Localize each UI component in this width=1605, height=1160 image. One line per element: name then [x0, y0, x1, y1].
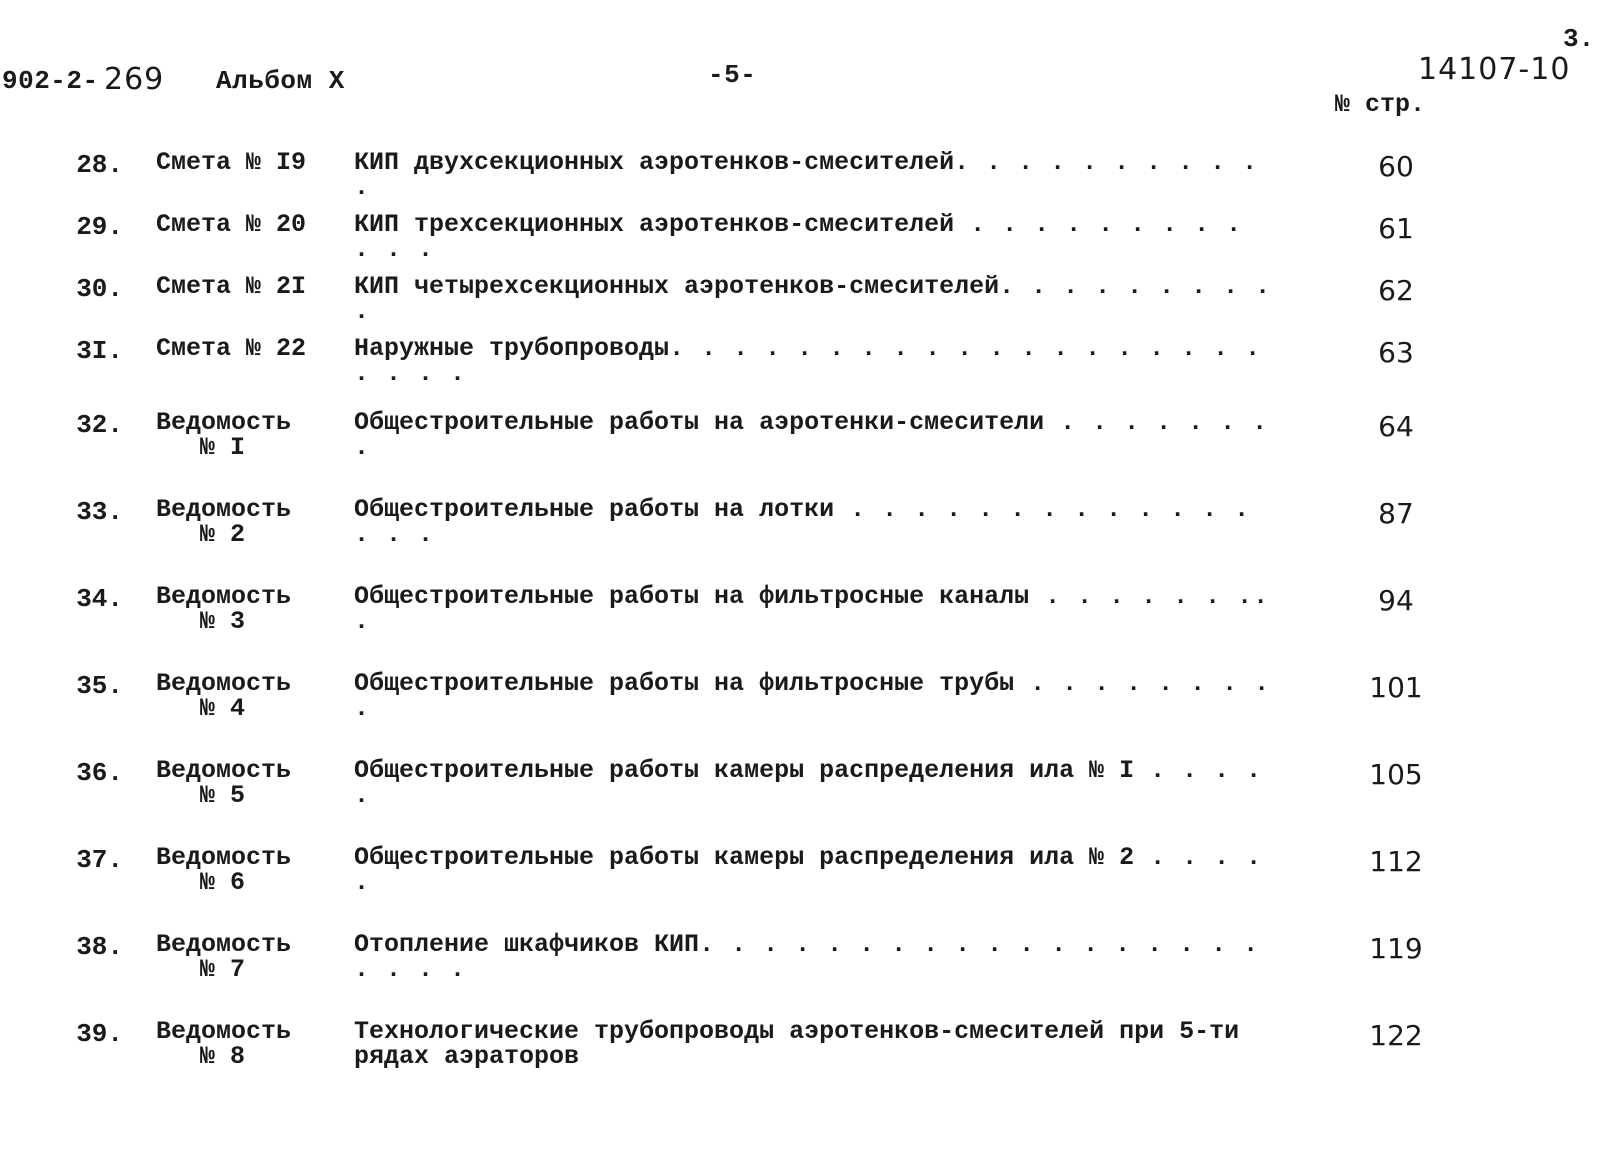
corner-mark: 3. [1563, 24, 1595, 54]
item-number: 39. [76, 1019, 123, 1049]
item-title: Наружные трубопроводы. . . . . . . . . . . . . . . . . . . . . . . [354, 334, 1262, 388]
document-number: № 3 [200, 607, 246, 636]
document-number: № 8 [200, 1042, 246, 1071]
leader-dots: . . . . . . . . . . [354, 272, 1272, 326]
leader-dots: . . . . . . . . [354, 408, 1269, 462]
leader-dots: . . . . . . . . . . . [354, 148, 1259, 202]
page-ref: 101 [1369, 671, 1423, 704]
item-title: КИП трехсекционных аэротенков-смесителей . . . . . . . . . . . . [354, 210, 1243, 264]
document-number: № 5 [200, 781, 246, 810]
item-number: 37. [76, 845, 123, 875]
leader-dots: . . . . . [354, 843, 1263, 897]
document-type: Ведомость № I [156, 408, 292, 462]
document-number: № 6 [200, 868, 246, 897]
pages-column-label: № стр. [1335, 90, 1426, 119]
document-code-number: 269 [104, 62, 165, 97]
leader-dots: . . . . . . . . . . . . . . . . [354, 495, 1251, 549]
list-item [0, 671, 1605, 731]
document-type: Ведомость № 4 [156, 669, 292, 723]
list-item [0, 336, 1605, 396]
page-ref: 63 [1378, 336, 1414, 369]
document-number: № I [200, 433, 246, 462]
list-item [0, 584, 1605, 644]
item-number: 35. [76, 671, 123, 701]
item-title: Общестроительные работы на аэротенки-смесители . . . . . . . . [354, 408, 1269, 462]
document-type: Смета № 2I [156, 272, 307, 301]
item-title: Общестроительные работы на фильтросные трубы . . . . . . . . . [354, 669, 1271, 723]
document-number: № 4 [200, 694, 246, 723]
archive-number: 14107-10 [1418, 52, 1571, 87]
list-item [0, 212, 1605, 272]
list-item [0, 274, 1605, 334]
item-title: Технологические трубопроводы аэротенков-смесителей при 5-ти рядах аэраторов [354, 1017, 1240, 1071]
leader-dots: . . . . . . . . . . . . [354, 210, 1243, 264]
item-number: 30. [76, 274, 123, 304]
document-type: Ведомость № 6 [156, 843, 292, 897]
page-ref: 87 [1378, 497, 1414, 530]
leader-dots: . . . . . [354, 756, 1263, 810]
document-type: Ведомость № 3 [156, 582, 292, 636]
document-code-prefix: 902-2- [2, 66, 99, 96]
document-type: Смета № 20 [156, 210, 307, 239]
page-ref: 105 [1369, 758, 1423, 791]
item-title: Отопление шкафчиков КИП. . . . . . . . . . . . . . . . . . . . . . [354, 930, 1260, 984]
document-number: № 2 [200, 520, 246, 549]
item-number: 32. [76, 410, 123, 440]
page-ref: 112 [1369, 845, 1423, 878]
item-number: 29. [76, 212, 123, 242]
leader-dots: . . . . . . . . . . . . . . . . . . . . . . . [354, 334, 1262, 388]
list-item [0, 845, 1605, 905]
page-ref: 64 [1378, 410, 1414, 443]
leader-dots: . . . . . . .. . [354, 582, 1270, 636]
list-item [0, 497, 1605, 557]
item-number: 36. [76, 758, 123, 788]
document-type: Ведомость № 7 [156, 930, 292, 984]
document-type: Ведомость № 5 [156, 756, 292, 810]
page-ref: 119 [1369, 932, 1423, 965]
page-ref: 122 [1369, 1019, 1423, 1052]
list-item [0, 1019, 1605, 1079]
item-number: 3I. [76, 336, 123, 366]
item-title: КИП двухсекционных аэротенков-смесителей. . . . . . . . . . . [354, 148, 1259, 202]
list-item [0, 758, 1605, 818]
item-title: Общестроительные работы камеры распределения ила № I . . . . . [354, 756, 1263, 810]
page-ref: 94 [1378, 584, 1414, 617]
item-number: 28. [76, 150, 123, 180]
page-ref: 62 [1378, 274, 1414, 307]
page-number: -5- [708, 60, 757, 90]
document-type: Смета № 22 [156, 334, 307, 363]
list-item [0, 410, 1605, 470]
item-title: Общестроительные работы на фильтросные каналы . . . . . . .. . [354, 582, 1270, 636]
document-type: Ведомость № 8 [156, 1017, 292, 1071]
album-label: Альбом X [216, 66, 345, 96]
document-type: Смета № I9 [156, 148, 307, 177]
item-number: 33. [76, 497, 123, 527]
item-title: КИП четырехсекционных аэротенков-смесителей. . . . . . . . . . [354, 272, 1272, 326]
leader-dots: . . . . . . . . . [354, 669, 1271, 723]
item-number: 38. [76, 932, 123, 962]
document-number: № 7 [200, 955, 246, 984]
item-title: Общестроительные работы камеры распределения ила № 2 . . . . . [354, 843, 1263, 897]
document-type: Ведомость № 2 [156, 495, 292, 549]
item-number: 34. [76, 584, 123, 614]
leader-dots: . . . . . . . . . . . . . . . . . . . . . . [354, 930, 1260, 984]
list-item [0, 932, 1605, 992]
item-title: Общестроительные работы на лотки . . . . . . . . . . . . . . . . [354, 495, 1251, 549]
page-ref: 61 [1378, 212, 1414, 245]
list-item [0, 150, 1605, 210]
page-ref: 60 [1378, 150, 1414, 183]
